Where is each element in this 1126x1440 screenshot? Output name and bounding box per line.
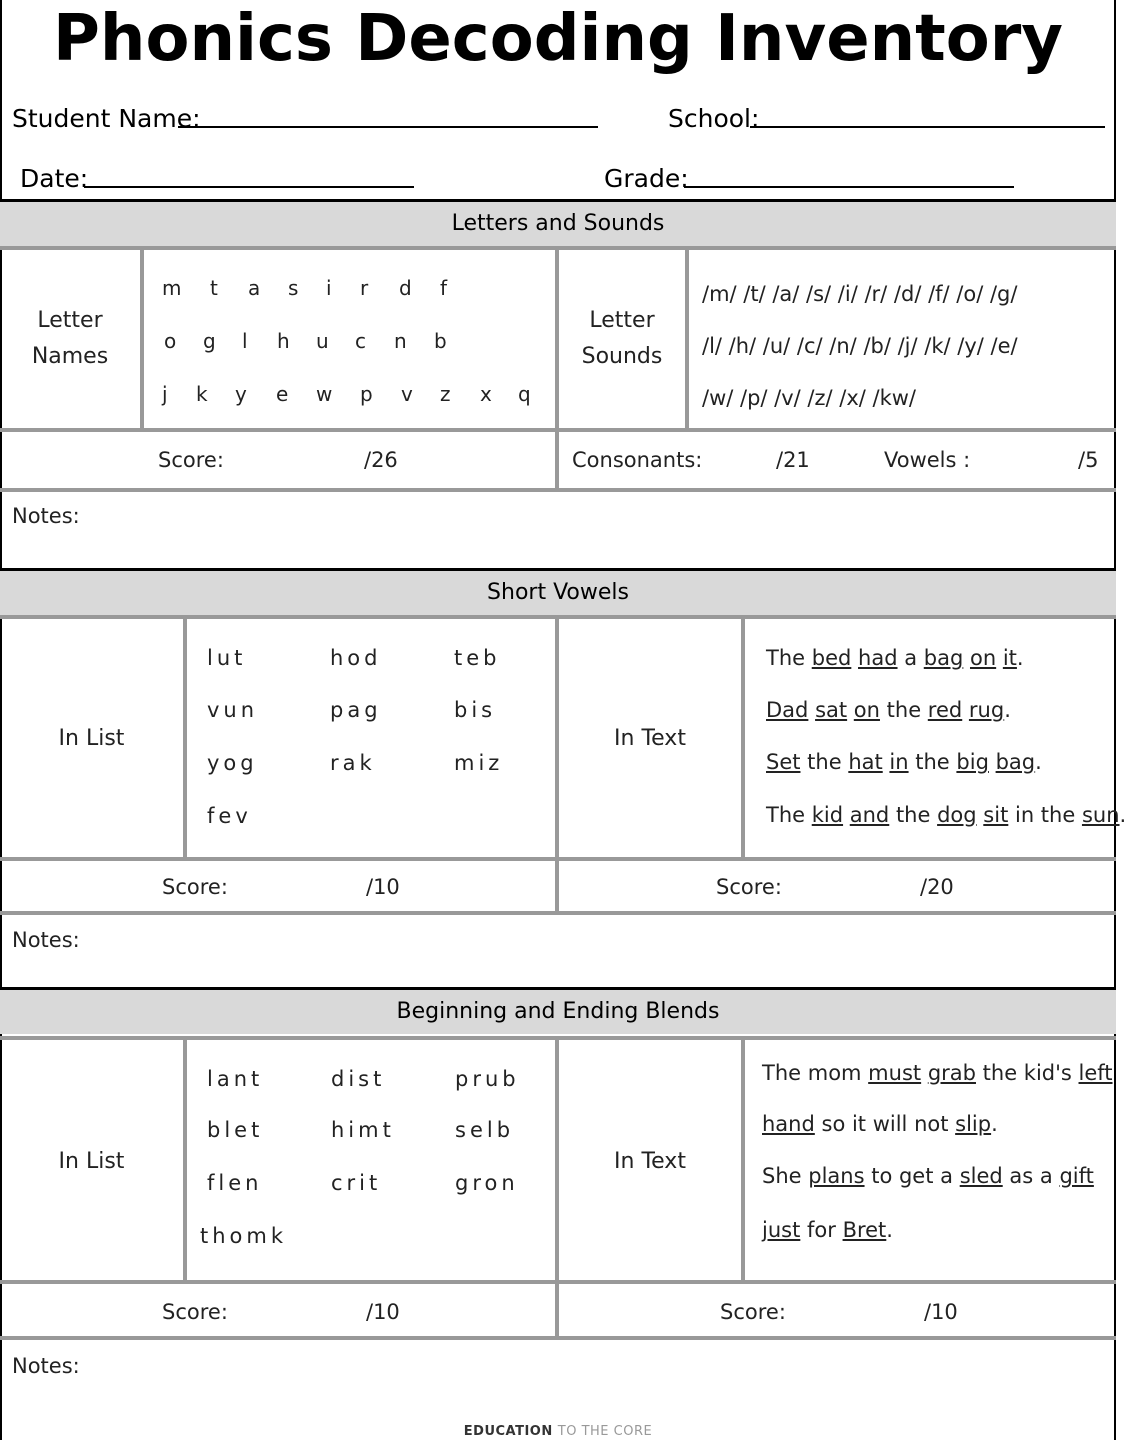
target-word: it [1002, 646, 1017, 670]
consonants-total: /21 [776, 448, 810, 472]
score-total: /26 [364, 448, 398, 472]
section-header-blends: Beginning and Ending Blends [0, 990, 1116, 1034]
letter-item: e [276, 382, 289, 406]
section-header-short-vowels: Short Vowels [0, 571, 1116, 615]
sentence-text: . [886, 1218, 893, 1242]
letter-item: u [316, 329, 329, 353]
grid-line [0, 911, 1116, 915]
sentence-text: for [800, 1218, 843, 1242]
target-word: bag [923, 646, 964, 670]
word-item: pag [330, 698, 382, 722]
target-word: Bret [842, 1218, 887, 1242]
grid-line [555, 1036, 559, 1338]
word-item: hod [330, 646, 382, 670]
sentence-text: in the [1008, 803, 1082, 827]
notes-label: Notes: [12, 1354, 80, 1378]
sentence [766, 698, 1011, 722]
sentence-text: the [889, 803, 938, 827]
grid-line [0, 857, 1116, 861]
letter-item: n [394, 329, 407, 353]
word-item: yog [207, 751, 258, 775]
score-total: /10 [924, 1300, 958, 1324]
target-word: must [868, 1061, 922, 1085]
score-total: /20 [920, 875, 954, 899]
sentence-text [847, 698, 854, 722]
section-header-letters: Letters and Sounds [0, 202, 1116, 246]
grid-line [0, 428, 1116, 432]
target-word: sat [815, 698, 848, 722]
target-word: on [969, 646, 997, 670]
date-line[interactable] [84, 186, 414, 188]
score-label: Score: [162, 875, 228, 899]
sentence [762, 1061, 1113, 1085]
letter-item: w [316, 382, 333, 406]
sentence [766, 803, 1126, 827]
sentence-text: so it will not [814, 1112, 956, 1136]
sentence-text: The mom [762, 1061, 869, 1085]
sentence-text: . [1016, 646, 1024, 670]
target-word: bag [995, 750, 1036, 774]
footer-logo-light: TO THE CORE [557, 1424, 653, 1439]
word-item: lant [207, 1067, 264, 1091]
grade-label: Grade: [604, 164, 689, 193]
sentence-text: to get a [864, 1164, 960, 1188]
target-word: kid [811, 803, 844, 827]
sentence-text: She [762, 1164, 809, 1188]
sentence [766, 646, 1024, 670]
target-word: grab [927, 1061, 976, 1085]
letter-item: z [440, 382, 451, 406]
letter-item: g [203, 329, 216, 353]
letter-sounds-label-1: Letter [589, 308, 655, 333]
footer-logo [0, 1424, 1116, 1439]
sentence-text: . [1119, 803, 1126, 827]
word-item: blet [207, 1118, 264, 1142]
grid-line [140, 246, 144, 430]
target-word: sled [959, 1164, 1003, 1188]
school-label: School: [668, 104, 760, 133]
letter-item: p [360, 382, 373, 406]
letter-item: h [277, 329, 290, 353]
grid-line [555, 615, 559, 913]
sentence-text: a [897, 646, 924, 670]
grid-line [741, 1036, 745, 1282]
sentence-text [963, 646, 970, 670]
word-item: rak [330, 751, 376, 775]
score-total: /10 [366, 1300, 400, 1324]
grid-line [0, 1280, 1116, 1284]
target-word: hat [848, 750, 883, 774]
letter-item: j [162, 382, 168, 406]
word-item: vun [207, 698, 259, 722]
in-text-label: In Text [614, 1149, 686, 1174]
word-item: himt [331, 1118, 395, 1142]
word-item: lut [207, 646, 247, 670]
target-word: red [927, 698, 963, 722]
word-item: teb [454, 646, 501, 670]
sentence [762, 1112, 998, 1136]
word-item: thomk [200, 1224, 288, 1248]
letter-item: f [440, 276, 448, 300]
word-item: miz [454, 751, 504, 775]
grid-line [0, 1336, 1116, 1340]
letter-item: m [162, 276, 182, 300]
target-word: Dad [766, 698, 809, 722]
letter-item: o [164, 329, 177, 353]
in-list-label: In List [58, 1149, 125, 1174]
school-line[interactable] [750, 126, 1105, 128]
target-word: sun [1081, 803, 1120, 827]
sentence-text: . [1035, 750, 1042, 774]
target-word: left [1078, 1061, 1113, 1085]
sentence [766, 750, 1042, 774]
target-word: sit [983, 803, 1009, 827]
word-item: fev [207, 804, 252, 828]
letter-item: b [434, 329, 447, 353]
target-word: on [853, 698, 880, 722]
sound-row: /m/ /t/ /a/ /s/ /i/ /r/ /d/ /f/ /o/ /g/ [702, 282, 1018, 306]
letter-item: k [196, 382, 208, 406]
letter-item: t [210, 276, 218, 300]
sentence-text: The [766, 646, 812, 670]
notes-label: Notes: [12, 928, 80, 952]
target-word: dog [937, 803, 977, 827]
letter-item: q [518, 382, 531, 406]
letter-item: x [480, 382, 492, 406]
sentence-text: . [1004, 698, 1011, 722]
target-word: had [858, 646, 898, 670]
letter-names-label-1: Letter [37, 308, 103, 333]
target-word: gift [1059, 1164, 1094, 1188]
letter-item: s [288, 276, 299, 300]
target-word: hand [762, 1112, 815, 1136]
student-name-label: Student Name: [12, 104, 201, 133]
word-item: gron [455, 1171, 519, 1195]
score-label: Score: [158, 448, 224, 472]
sentence-text: as a [1002, 1164, 1060, 1188]
grid-line [183, 615, 187, 859]
target-word: just [762, 1218, 801, 1242]
footer-logo-bold: EDUCATION [463, 1424, 553, 1439]
letter-names-label-2: Names [31, 344, 109, 369]
date-label: Date: [20, 164, 89, 193]
sentence-text [843, 803, 850, 827]
sentence-text: the [908, 750, 957, 774]
score-total: /10 [366, 875, 400, 899]
score-label: Score: [162, 1300, 228, 1324]
sentence-text [989, 750, 996, 774]
word-item: dist [331, 1067, 386, 1091]
target-word: rug [968, 698, 1005, 722]
target-word: Set [766, 750, 801, 774]
sound-row: /w/ /p/ /v/ /z/ /x/ /kw/ [702, 386, 916, 410]
letter-item: v [401, 382, 413, 406]
letter-item: a [248, 276, 261, 300]
letter-item: l [242, 329, 248, 353]
letter-sounds-label-2: Sounds [581, 344, 663, 369]
page-title: Phonics Decoding Inventory [53, 2, 1063, 76]
grid-line [741, 615, 745, 859]
sentence-text [996, 646, 1003, 670]
grade-line[interactable] [684, 186, 1014, 188]
letter-item: c [355, 329, 366, 353]
word-item: prub [455, 1067, 520, 1091]
letter-item: d [399, 276, 412, 300]
word-item: bis [454, 698, 497, 722]
word-item: flen [207, 1171, 263, 1195]
notes-label: Notes: [12, 504, 80, 528]
score-label: Score: [716, 875, 782, 899]
sentence-text: the [879, 698, 928, 722]
consonants-label: Consonants: [572, 448, 703, 472]
in-text-label: In Text [614, 726, 686, 751]
letter-item: i [326, 276, 332, 300]
sound-row: /l/ /h/ /u/ /c/ /n/ /b/ /j/ /k/ /y/ /e/ [702, 334, 1018, 358]
sentence [762, 1218, 893, 1242]
student-name-line[interactable] [178, 126, 598, 128]
vowels-total: /5 [1078, 448, 1099, 472]
target-word: big [956, 750, 989, 774]
sentence-text: the kid's [975, 1061, 1079, 1085]
sentence [762, 1164, 1094, 1188]
score-label: Score: [720, 1300, 786, 1324]
target-word: and [849, 803, 890, 827]
grid-line [685, 246, 689, 430]
target-word: slip [955, 1112, 992, 1136]
sentence-text [851, 646, 858, 670]
target-word: plans [808, 1164, 865, 1188]
sentence-text [962, 698, 969, 722]
letter-item: r [360, 276, 369, 300]
sentence-text: the [800, 750, 849, 774]
target-word: bed [811, 646, 852, 670]
letter-item: y [235, 382, 247, 406]
word-item: crit [331, 1171, 382, 1195]
target-word: in [889, 750, 909, 774]
in-list-label: In List [58, 726, 125, 751]
sentence-text: . [991, 1112, 998, 1136]
grid-line [0, 488, 1116, 492]
vowels-label: Vowels : [884, 448, 971, 472]
sentence-text: The [766, 803, 812, 827]
grid-line [183, 1036, 187, 1282]
sentence-text [921, 1061, 928, 1085]
word-item: selb [455, 1118, 515, 1142]
